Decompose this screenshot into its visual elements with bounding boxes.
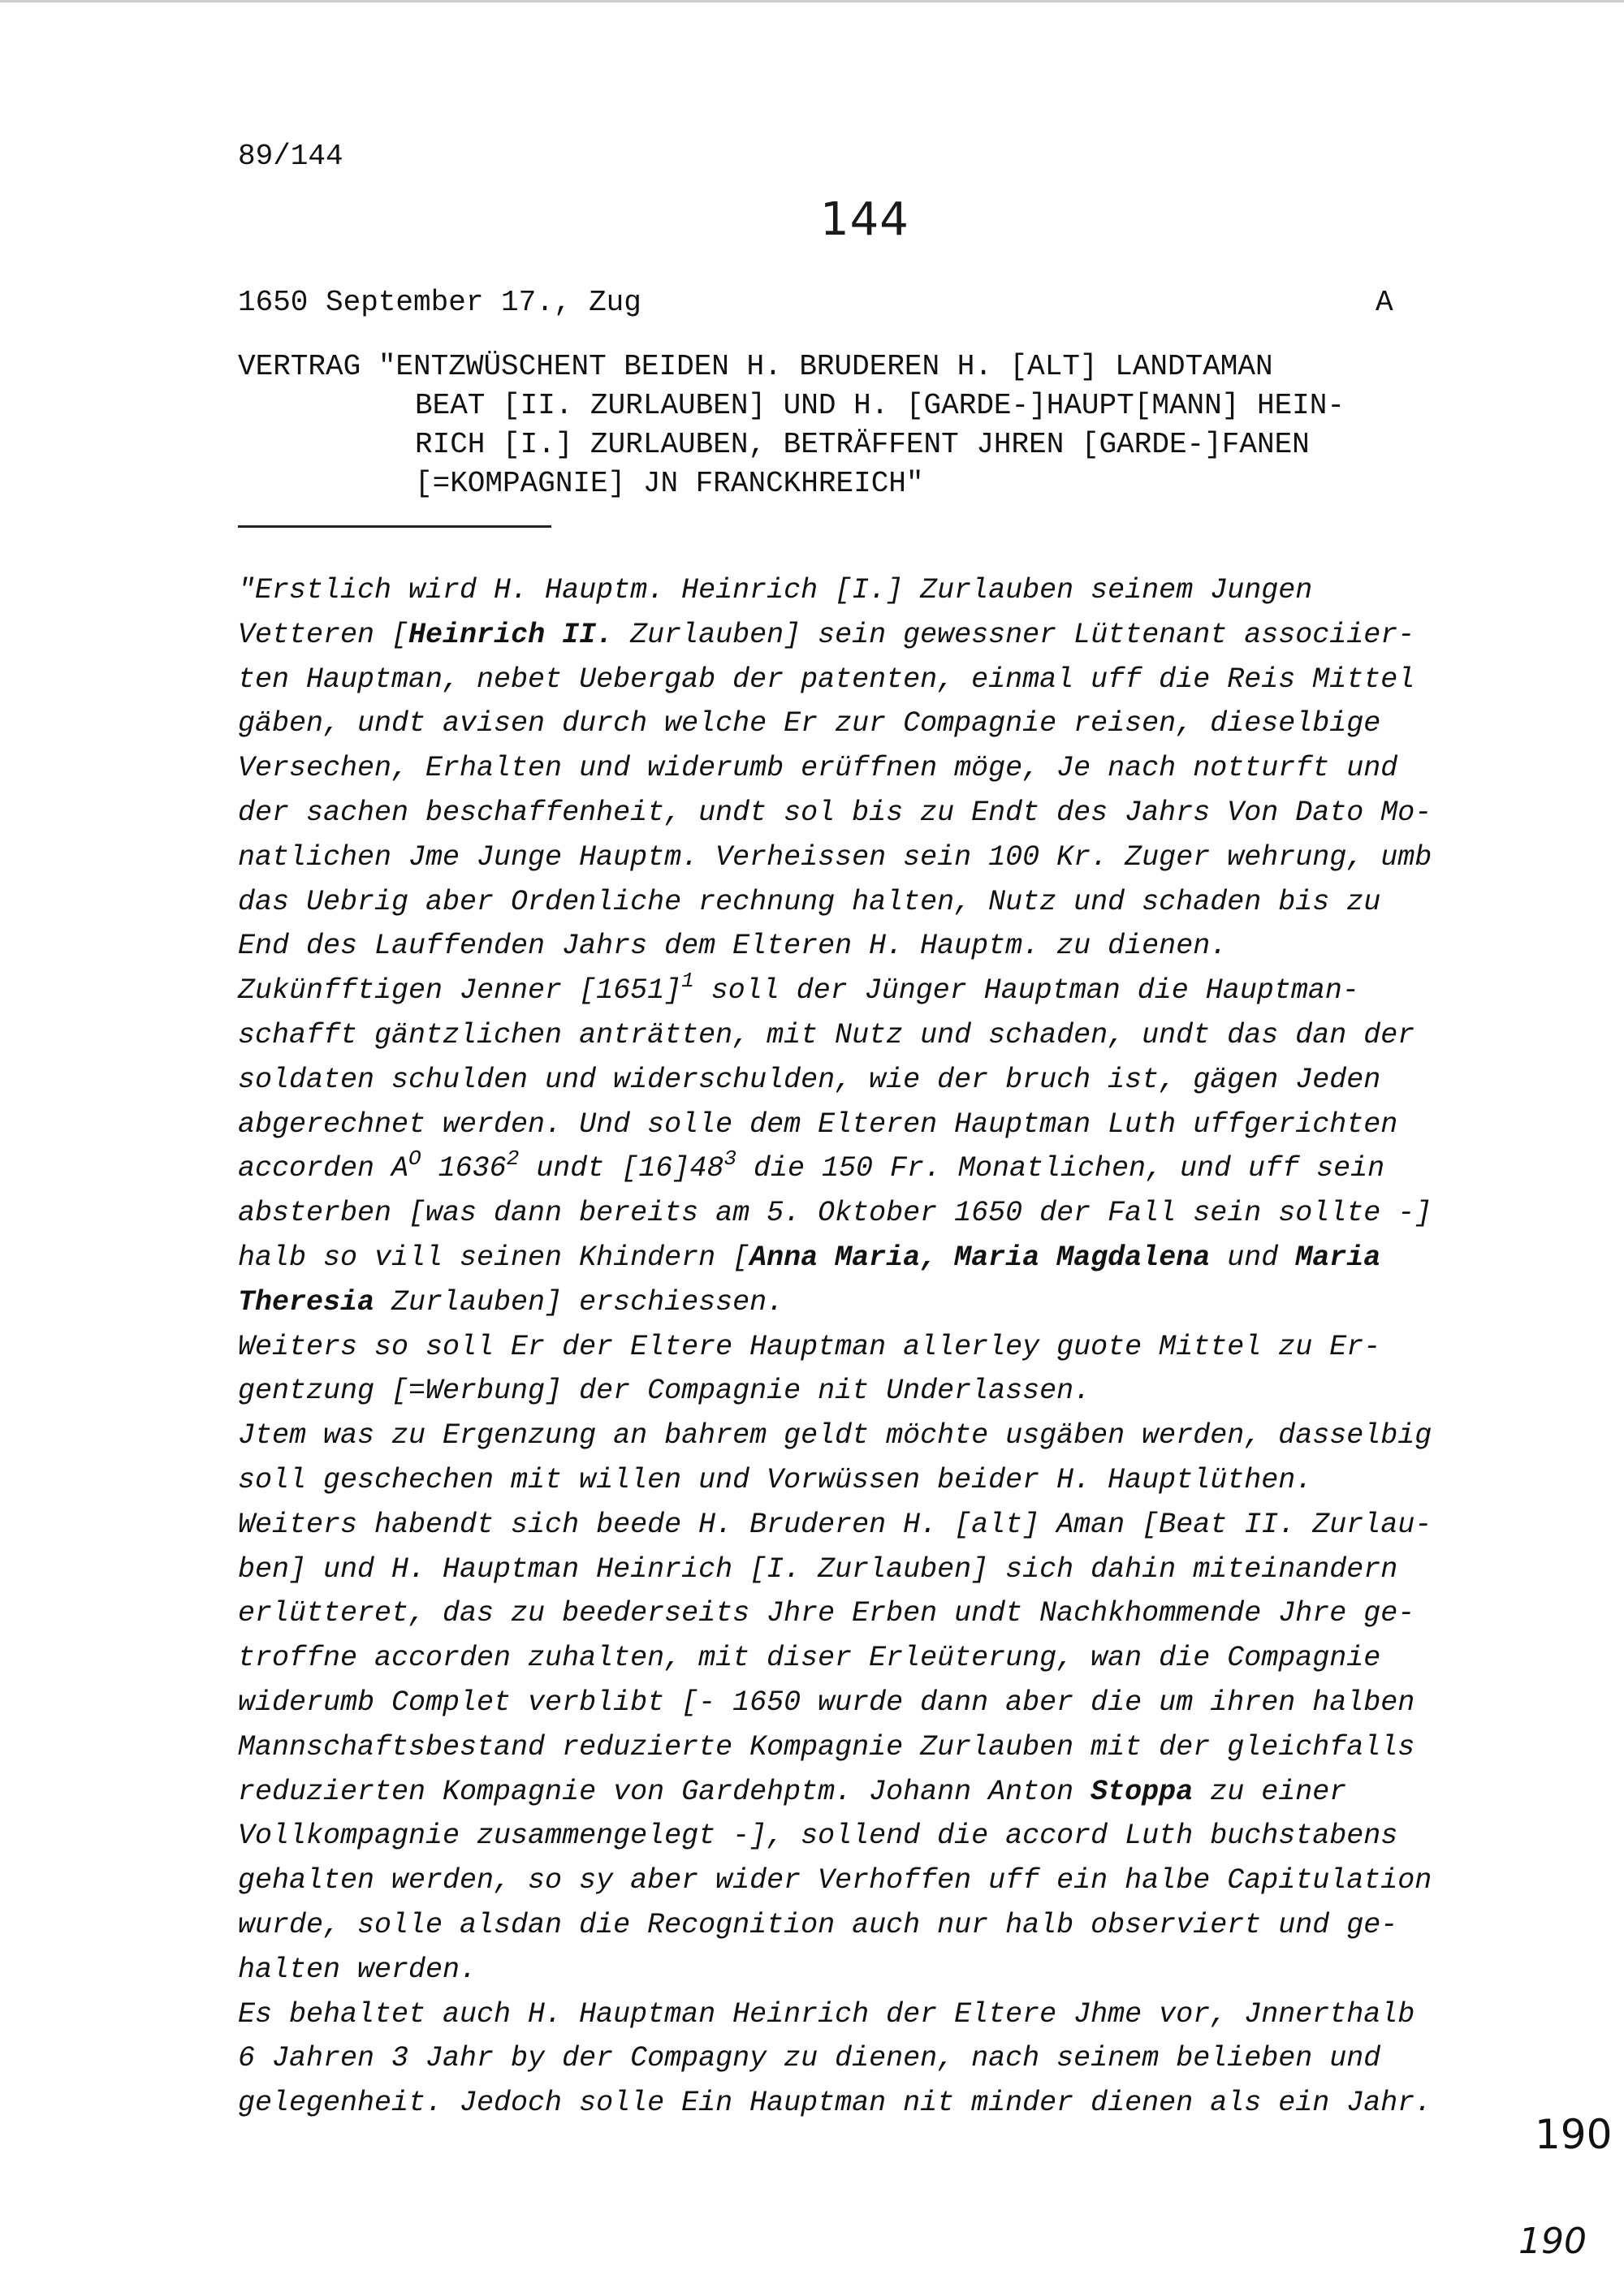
footnote-mark: 2 xyxy=(506,1146,520,1172)
bold-name: Anna Maria, Maria Magdalena xyxy=(749,1241,1211,1274)
heading-line: VERTRAG "ENTZWÜSCHENT BEIDEN H. BRUDEREN H. [ALT] LANDTAMAN xyxy=(238,350,1273,383)
top-edge-rule xyxy=(0,0,1624,2)
text-line: gentzung [=Werbung] der Compagnie nit Underlassen. xyxy=(238,1375,1091,1408)
text-line: wurde, solle alsdan die Recognition auch nur halb observiert und ge- xyxy=(238,1908,1398,1941)
footnote-mark: 3 xyxy=(723,1146,736,1172)
footnote-mark: 1 xyxy=(681,969,694,994)
text-line: ben] und H. Hauptman Heinrich [I. Zurlauben] sich dahin miteinandern xyxy=(238,1552,1398,1586)
text-line: schafft gäntzlichen anträtten, mit Nutz und schaden, undt das dan der xyxy=(238,1018,1415,1051)
text-line: End des Lauffenden Jahrs dem Elteren H. Hauptm. zu dienen. xyxy=(238,930,1228,963)
text-line: soldaten schulden und widerschulden, wie der bruch ist, gägen Jeden xyxy=(238,1063,1381,1096)
text-line: halb so vill seinen Khindern [Anna Maria, Maria Magdalena und Maria xyxy=(238,1241,1381,1274)
text-line: Es behaltet auch H. Hauptman Heinrich der Eltere Jhme vor, Jnnerthalb xyxy=(238,1997,1415,2031)
text-line: gelegenheit. Jedoch solle Ein Hauptman nit minder dienen als ein Jahr. xyxy=(238,2087,1432,2120)
text-line: 6 Jahren 3 Jahr by der Compagny zu dienen, nach seinem belieben und xyxy=(238,2042,1381,2075)
text-line: ten Hauptman, nebet Uebergab der patenten, einmal uff die Reis Mittel xyxy=(238,663,1415,696)
text-line: "Erstlich wird H. Hauptm. Heinrich [I.] Zurlauben seinem Jungen xyxy=(238,574,1313,607)
text-line: accorden $A^O$ 1636$^2$ undt $[16]48^3$ die 150 Fr. Monatlichen, und uff sein xyxy=(238,1146,1385,1185)
document-number: 89/144 xyxy=(238,140,343,173)
text-line: Vetteren [Heinrich II. Zurlauben] sein gewessner Lüttenant associier- xyxy=(238,618,1415,651)
heading-line: RICH [I.] ZURLAUBEN, BETRÄFFENT JHREN [GARDE-]FANEN xyxy=(415,428,1310,461)
text-line: halten werden. xyxy=(238,1953,477,1986)
text-line: abgerechnet werden. Und solle dem Elteren Hauptman Luth uffgerichten xyxy=(238,1107,1398,1141)
text-line: Versechen, Erhalten und widerumb erüffnen möge, Je nach notturft und xyxy=(238,752,1398,785)
document-heading xyxy=(238,348,1488,503)
text-line: reduzierten Kompagnie von Gardehptm. Johann Anton Stoppa zu einer xyxy=(238,1775,1347,1808)
text-line: natlichen Jme Junge Hauptm. Verheissen sein 100 Kr. Zuger wehrung, umb xyxy=(238,840,1432,874)
text-line: Zukünfftigen Jenner $[1651]^1$ soll der Jünger Hauptman die Hauptman- xyxy=(238,969,1359,1008)
heading-line: BEAT [II. ZURLAUBEN] UND H. [GARDE-]HAUPT[MANN] HEIN- xyxy=(415,389,1345,422)
handwritten-document-number: 144 xyxy=(820,193,909,246)
bold-name: Theresia xyxy=(238,1285,375,1319)
handwritten-folio-number: 190 xyxy=(1535,2111,1613,2158)
text-line: soll geschechen mit willen und Vorwüssen beider H. Hauptlüthen. xyxy=(238,1463,1313,1496)
text-line: der sachen beschaffenheit, undt sol bis zu Endt des Jahrs Von Dato Mo- xyxy=(238,796,1432,829)
handwritten-folio-number-struck: 190 xyxy=(1518,2221,1587,2262)
text-line: Jtem was zu Ergenzung an bahrem geldt möchte usgäben werden, dasselbig xyxy=(238,1419,1432,1453)
text-line: Weiters so soll Er der Eltere Hauptman allerley guote Mittel zu Er- xyxy=(238,1330,1381,1363)
text-line: absterben [was dann bereits am 5. Oktober 1650 der Fall sein sollte -] xyxy=(238,1197,1432,1230)
superscript-o: O xyxy=(408,1146,421,1172)
series-letter: A xyxy=(1376,286,1393,319)
text-line: Mannschaftsbestand reduzierte Kompagnie Zurlauben mit der gleichfalls xyxy=(238,1730,1415,1763)
bold-name: Heinrich II. xyxy=(408,618,614,651)
text-line: erlütteret, das zu beederseits Jhre Erben undt Nachkhommende Jhre ge- xyxy=(238,1597,1415,1630)
text-line: widerumb Complet verblibt [- 1650 wurde dann aber die um ihren halben xyxy=(238,1686,1415,1719)
text-line: Vollkompagnie zusammengelegt -], sollend die accord Luth buchstabens xyxy=(238,1820,1398,1853)
bold-name: Maria xyxy=(1295,1241,1381,1274)
date-place: 1650 September 17., Zug xyxy=(238,286,641,319)
transcription-body xyxy=(238,568,1505,2126)
heading-separator xyxy=(238,525,551,528)
text-line: troffne accorden zuhalten, mit diser Erleüterung, wan die Compagnie xyxy=(238,1642,1381,1675)
bold-name: Stoppa xyxy=(1091,1775,1194,1808)
heading-line: [=KOMPAGNIE] JN FRANCKHREICH" xyxy=(415,467,924,500)
text-line: Theresia Zurlauben] erschiessen. xyxy=(238,1285,784,1319)
text-line: Weiters habendt sich beede H. Bruderen H. [alt] Aman [Beat II. Zurlau- xyxy=(238,1508,1432,1541)
text-line: das Uebrig aber Ordenliche rechnung halten, Nutz und schaden bis zu xyxy=(238,885,1381,918)
text-line: gäben, undt avisen durch welche Er zur Compagnie reisen, dieselbige xyxy=(238,707,1381,740)
text-line: gehalten werden, so sy aber wider Verhoffen uff ein halbe Capitulation xyxy=(238,1864,1432,1897)
